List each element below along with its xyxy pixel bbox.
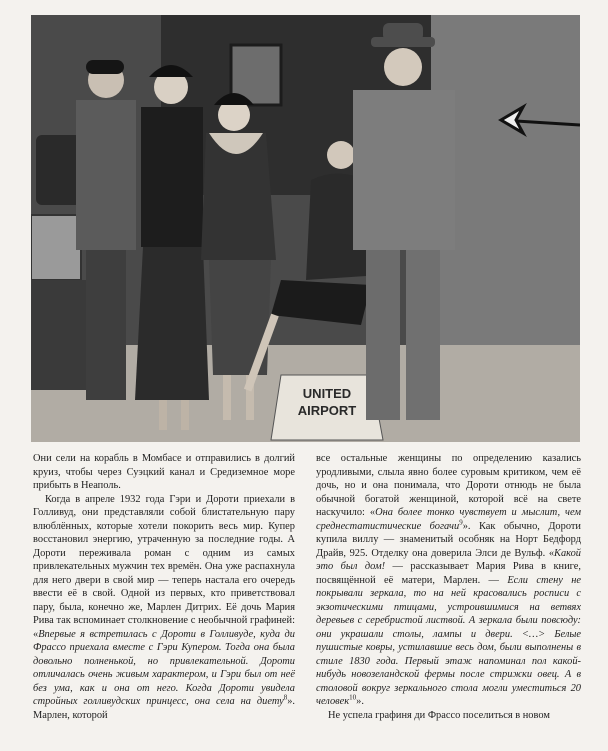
historical-photo (31, 15, 580, 442)
quote-text: Она более тонко чувствует и мыслит, чем среднестатистические богачи (316, 507, 581, 532)
quote-text: Если стену не покрывали зеркала, то на ней красовались росписи с экзотическими птицами, устроившимися на ветвях деревьев с серебристой листвой. А зеркала были повсюду: они украшали столы, лампы и двери. <…> Белые пушистые ковры, устилавшие весь дом, были выполнены в стиле 1830 года. Первый этаж напоминал пол какой-нибудь новозеландской фермы после стрижки овец. А в столовой вокруг зеркального стола могли уместиться 20 человек (316, 574, 581, 707)
paragraph-text: Когда в апреле 1932 года Гэри и Дороти приехали в Голливуд, они представляли собой блистательную пару влюблённых, которые хотели покорить весь мир. Купер восстановил энергию, утраченную за последние годы. А Дороти переживала роман с одним из самых привлекательных мужчин тех времён. Она уже распахнула для него двери в свой мир — теперь настала его очередь ввести её в свой. Одной из первых, кто приветствовал пару, была, конечно же, Марлен Дитрих. Её дочь Мария Рива так вспоминает столкновение с необычной графиней: « (33, 493, 295, 640)
paragraph (316, 452, 581, 709)
paragraph-text: Они сели на корабль в Момбасе и отправились в долгий круиз, чтобы через Суэцкий канал и Средиземное море прибыть в Неаполь. (33, 453, 295, 491)
photo-illustration (31, 15, 580, 442)
sign-line-1: UNITED (302, 386, 352, 401)
paragraph: Когда в апреле 1932 года Гэри и Дороти приехали в Голливуд, они представляли собой блистательную пару влюблённых, которые хотели покорить весь мир. Купер восстановил энергию, утраченную за последние годы. А Дороти переживала роман с одним из самых привлекательных мужчин тех времён. Она уже распахнула для него двери в свой мир — теперь настала его очередь ввести её в свой. Одной из первых, кто приветствовал пару, была, конечно же, Марлен Дитрих. Её дочь Мария Рива так вспоминает столкновение с необычной графиней: «Впервые я встретилась с Дороти в Голливуде, куда ди Фрассо приехала вместе с Гэри Купером. Тогда она была довольно полненькой, но привлекательной. Дороти отличалась очень живым характером, и Гэри был от неё без ума, как и она от него. Когда Дороти увидела стройных голливудских принцесс, она села на диету$^8$». Марлен, которой (33, 493, 295, 721)
footnote-ref: 9 (459, 518, 463, 527)
quote-text: Впервые я встретилась с Дороти в Голливуде, куда ди Фрассо приехала вместе с Гэри Купером. Тогда она была довольно полненькой, но привлекательной. Дороти отличалась очень живым характером, и Гэри был от неё без ума, как и она от него. Когда Дороти увидела стройных голливудских принцесс, она села на диету (33, 628, 295, 707)
paragraph-text: ». Марлен, которой (33, 696, 295, 721)
footnote-ref: 10 (349, 693, 357, 702)
sign-line-2: AIRPORT (297, 403, 357, 418)
left-text-column (33, 452, 295, 722)
paragraph-text: ». Как обычно, Дороти купила виллу — знаменитый особняк на Норт Бедфорд Драйв, 925. Отделку она доверила Элси де Вульф. « (316, 520, 581, 559)
paragraph-text: все остальные женщины по определению казались уродливыми, слыла явно более суровым критиком, чем её дочь, но и она понимала, что Дороти отнюдь не была обычной богатой женщиной, которой всё на свете наскучило: « (316, 453, 581, 518)
right-text-column (316, 452, 581, 722)
paragraph-text: Не успела графиня ди Фрассо поселиться в новом (328, 709, 550, 721)
paragraph-text: — рассказывает Мария Рива в книге, посвящённой её матери, Марлен. — (316, 561, 581, 586)
paragraph (33, 452, 295, 493)
paragraph-text: ». (356, 696, 364, 707)
quote-text: Какой это был дом! (316, 547, 581, 572)
paragraph (316, 709, 581, 723)
